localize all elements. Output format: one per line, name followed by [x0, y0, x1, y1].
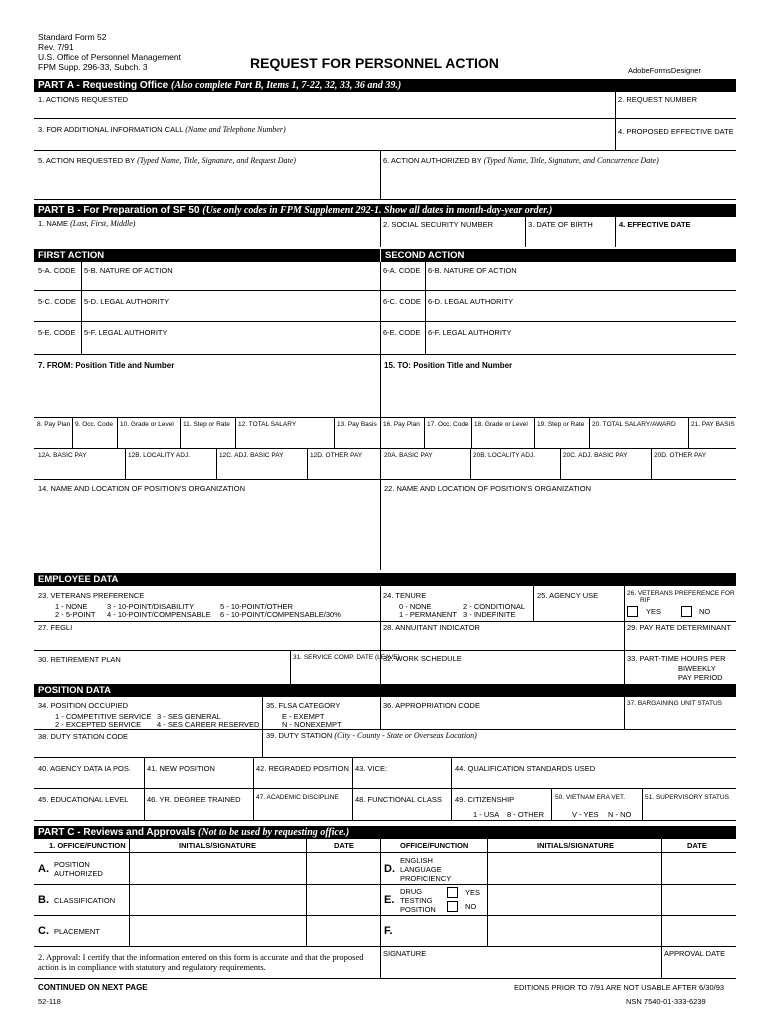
vp-option-6: 6 - 10-POINT/COMPENSABLE/30%: [220, 610, 341, 619]
legal-authority-6d-field[interactable]: 6-D. LEGAL AUTHORITY: [428, 297, 514, 306]
nature-of-action-5b-field[interactable]: 5-B. NATURE OF ACTION: [84, 266, 173, 275]
part-c-initials-header-2: INITIALS/SIGNATURE: [537, 841, 614, 850]
locality-adj-12b-field[interactable]: 12B. LOCALITY ADJ.: [128, 452, 191, 459]
vp-option-2: 2 - 5-POINT: [55, 610, 96, 619]
proposed-effective-date-field[interactable]: 4. PROPOSED EFFECTIVE DATE: [618, 127, 734, 136]
additional-info-label: 3. FOR ADDITIONAL INFORMATION CALL: [38, 125, 184, 134]
actions-requested-field[interactable]: 1. ACTIONS REQUESTED: [38, 95, 129, 104]
action-requested-by-label: 5. ACTION REQUESTED BY: [38, 156, 135, 165]
tenure-option-1: 1 - PERMANENT: [399, 610, 457, 619]
rif-no-checkbox[interactable]: [681, 606, 692, 617]
approval-date-field[interactable]: APPROVAL DATE: [664, 949, 726, 958]
flsa-category-field[interactable]: 35. FLSA CATEGORY: [266, 701, 341, 710]
row-f-letter: F.: [384, 925, 393, 937]
vice-field[interactable]: 43. VICE:: [355, 764, 388, 773]
step-rate-11-field[interactable]: 11. Step or Rate: [183, 421, 230, 428]
from-position-title-field[interactable]: 7. FROM: Position Title and Number: [38, 361, 175, 370]
part-a-label: PART A - Requesting Office: [38, 80, 169, 91]
bargaining-unit-field[interactable]: 37. BARGAINING UNIT STATUS: [627, 700, 722, 707]
action-authorized-by-note: (Typed Name, Title, Signature, and Concurrence Date): [483, 156, 659, 165]
locality-adj-20b-field[interactable]: 20B. LOCALITY ADJ.: [473, 452, 536, 459]
duty-station-note: (City - County - State or Overseas Location): [334, 731, 477, 740]
row-b-label: CLASSIFICATION: [54, 896, 116, 905]
form-number: Standard Form 52: [38, 32, 107, 42]
name-label: 1. NAME: [38, 219, 69, 228]
position-data-header: POSITION DATA: [34, 684, 736, 697]
vp-option-5: 5 - 10-POINT/OTHER: [220, 602, 293, 611]
rif-yes-label: YES: [646, 607, 662, 616]
row-a-letter: A.: [38, 863, 49, 875]
part-c-office-header: 1. OFFICE/FUNCTION: [49, 841, 126, 850]
supervisory-status-field[interactable]: 51. SUPERVISORY STATUS: [645, 794, 729, 801]
code-5a-field[interactable]: 5-A. CODE: [38, 266, 76, 275]
request-number-field[interactable]: 2. REQUEST NUMBER: [618, 95, 698, 104]
flsa-nonexempt: N - NONEXEMPT: [282, 720, 342, 729]
row-d-label-2: LANGUAGE: [400, 865, 442, 874]
to-position-title-field[interactable]: 15. TO: Position Title and Number: [384, 361, 513, 370]
code-6c-field[interactable]: 6-C. CODE: [383, 297, 421, 306]
occ-code-9-field[interactable]: 9. Occ. Code: [75, 421, 113, 428]
form-agency: U.S. Office of Personnel Management: [38, 52, 182, 62]
drug-testing-yes-label: YES: [465, 888, 481, 897]
part-b-label: PART B - For Preparation of SF 50: [38, 205, 200, 216]
part-b-note: (Use only codes in FPM Supplement 292-1. Show all dates in month-day-year order.): [202, 205, 553, 216]
rif-yes-checkbox[interactable]: [627, 606, 638, 617]
part-c-date-header: DATE: [334, 841, 354, 850]
adj-basic-pay-20c-field[interactable]: 20C. ADJ. BASIC PAY: [563, 452, 628, 459]
duty-station-field[interactable]: [266, 731, 477, 740]
org-location-14-field[interactable]: 14. NAME AND LOCATION OF POSITION'S ORGANIZATION: [38, 484, 246, 493]
qualification-standards-field[interactable]: 44. QUALIFICATION STANDARDS USED: [455, 764, 596, 773]
drug-testing-no-checkbox[interactable]: [447, 901, 458, 912]
fegli-field[interactable]: 27. FEGLI: [38, 623, 73, 632]
functional-class-field[interactable]: 48. FUNCTIONAL CLASS: [355, 795, 442, 804]
page-title: REQUEST FOR PERSONNEL ACTION: [250, 55, 499, 71]
part-time-hours-field[interactable]: 33. PART-TIME HOURS PER: [627, 654, 726, 663]
pay-basis-21-field[interactable]: 21. PAY BASIS: [691, 421, 735, 428]
work-schedule-field[interactable]: 32. WORK SCHEDULE: [383, 654, 462, 663]
row-d-label-1: ENGLISH: [400, 856, 433, 865]
academic-discipline-field[interactable]: 47. ACADEMIC DISCIPLINE: [256, 794, 339, 801]
vp-option-4: 4 - 10-POINT/COMPENSABLE: [107, 610, 211, 619]
duty-station-label: 39. DUTY STATION: [266, 731, 333, 740]
adj-basic-pay-12c-field[interactable]: 12C. ADJ. BASIC PAY: [219, 452, 284, 459]
approval-statement: 2. Approval: I certify that the information entered on this form is accurate and that the proposed action is in compliance with statutory and regulatory requirements.: [38, 952, 364, 972]
tenure-field[interactable]: 24. TENURE: [383, 591, 427, 600]
row-b-letter: B.: [38, 894, 49, 906]
action-requested-by-note: (Typed Name, Title, Signature, and Request Date): [137, 156, 296, 165]
agency-data-field[interactable]: 40. AGENCY DATA IA POS.: [38, 764, 131, 773]
name-note: (Last, First, Middle): [70, 219, 136, 228]
first-action-header: FIRST ACTION: [34, 249, 380, 262]
pay-plan-8-field[interactable]: 8. Pay Plan: [37, 421, 71, 428]
po-option-3: 3 - SES GENERAL: [157, 712, 221, 721]
employee-data-header: EMPLOYEE DATA: [34, 573, 736, 586]
appropriation-code-field[interactable]: 36. APPROPRIATION CODE: [383, 701, 480, 710]
action-requested-by-field[interactable]: [38, 156, 296, 165]
legal-authority-6f-field[interactable]: 6-F. LEGAL AUTHORITY: [428, 328, 512, 337]
basic-pay-20a-field[interactable]: 20A. BASIC PAY: [384, 452, 433, 459]
row-a-label-1: POSITION: [54, 860, 90, 869]
part-a-header: [34, 79, 736, 92]
legal-authority-5d-field[interactable]: 5-D. LEGAL AUTHORITY: [84, 297, 170, 306]
po-option-2: 2 - EXCEPTED SERVICE: [55, 720, 142, 729]
row-e-letter: E.: [384, 894, 395, 906]
vet-pref-rif-field: 26. VETERANS PREFERENCE FOR: [627, 590, 735, 597]
vp-option-3: 3 - 10-POINT/DISABILITY: [107, 602, 195, 611]
vp-option-1: 1 - NONE: [55, 602, 88, 611]
additional-info-field[interactable]: [38, 125, 286, 134]
grade-level-10-field[interactable]: 10. Grade or Level: [120, 421, 174, 428]
effective-date-field[interactable]: 4. EFFECTIVE DATE: [619, 220, 691, 229]
agency-use-field[interactable]: 25. AGENCY USE: [537, 591, 599, 600]
date-of-birth-field[interactable]: 3. DATE OF BIRTH: [528, 220, 593, 229]
editions-note: EDITIONS PRIOR TO 7/91 ARE NOT USABLE AFTER 6/30/93: [514, 983, 725, 992]
name-field[interactable]: [38, 219, 135, 228]
signature-field[interactable]: SIGNATURE: [383, 949, 427, 958]
new-position-field[interactable]: 41. NEW POSITION: [147, 764, 215, 773]
additional-info-note: (Name and Telephone Number): [185, 125, 286, 134]
action-authorized-by-label: 6. ACTION AUTHORIZED BY: [383, 156, 482, 165]
grade-level-18-field[interactable]: 18. Grade or Level: [474, 421, 528, 428]
part-b-header: [34, 204, 736, 217]
ssn-field[interactable]: 2. SOCIAL SECURITY NUMBER: [383, 220, 494, 229]
form-supplement: FPM Supp. 296-33, Subch. 3: [38, 62, 148, 72]
second-action-header: SECOND ACTION: [381, 249, 736, 262]
action-authorized-by-field[interactable]: [383, 156, 659, 165]
basic-pay-12a-field[interactable]: 12A. BASIC PAY: [38, 452, 87, 459]
nature-of-action-6b-field[interactable]: 6-B. NATURE OF ACTION: [428, 266, 517, 275]
annuitant-indicator-field[interactable]: 28. ANNUITANT INDICATOR: [383, 623, 480, 632]
vet-pref-rif-label: RIF: [640, 597, 651, 604]
occ-code-17-field[interactable]: 17. Occ. Code: [427, 421, 469, 428]
code-6a-field[interactable]: 6-A. CODE: [383, 266, 421, 275]
nsn-number: NSN 7540-01-333-6239: [626, 997, 706, 1006]
vietnam-no: N - NO: [608, 810, 632, 819]
rif-no-label: NO: [699, 607, 711, 616]
pay-basis-13-field[interactable]: 13. Pay Basis: [337, 421, 377, 428]
service-comp-date-field[interactable]: 31. SERVICE COMP. DATE (LEAVE): [293, 654, 400, 661]
legal-authority-5f-field[interactable]: 5-F. LEGAL AUTHORITY: [84, 328, 168, 337]
form-code: 52-118: [38, 997, 61, 1006]
po-option-1: 1 - COMPETITIVE SERVICE: [55, 712, 152, 721]
tenure-option-0: 0 - NONE: [399, 602, 432, 611]
row-d-label-3: PROFICIENCY: [400, 874, 452, 883]
drug-testing-no-label: NO: [465, 902, 477, 911]
form-revision: Rev. 7/91: [38, 42, 74, 52]
retirement-plan-field[interactable]: 30. RETIREMENT PLAN: [38, 655, 121, 664]
row-c-label: PLACEMENT: [54, 927, 100, 936]
veterans-preference-field[interactable]: 23. VETERANS PREFERENCE: [38, 591, 145, 600]
pay-plan-16-field[interactable]: 16. Pay Plan: [383, 421, 420, 428]
designer-label: AdobeFormsDesigner: [628, 66, 701, 75]
org-location-22-field[interactable]: 22. NAME AND LOCATION OF POSITION'S ORGANIZATION: [384, 484, 592, 493]
part-c-header: [34, 826, 736, 839]
part-c-office-header-2: OFFICE/FUNCTION: [400, 841, 469, 850]
citizenship-other: 8 - OTHER: [507, 810, 545, 819]
part-time-pay-period-label: PAY PERIOD: [678, 673, 723, 682]
total-salary-award-20-field[interactable]: 20. TOTAL SALARY/AWARD: [592, 421, 676, 428]
code-5c-field[interactable]: 5-C. CODE: [38, 297, 76, 306]
drug-testing-yes-checkbox[interactable]: [447, 887, 458, 898]
step-rate-19-field[interactable]: 19. Step or Rate: [537, 421, 585, 428]
row-a-label-2: AUTHORIZED: [54, 869, 103, 878]
duty-station-code-field[interactable]: 38. DUTY STATION CODE: [38, 732, 129, 741]
yr-degree-trained-field[interactable]: 46. YR. DEGREE TRAINED: [147, 795, 241, 804]
position-occupied-field[interactable]: 34. POSITION OCCUPIED: [38, 701, 129, 710]
row-e-label-1: DRUG: [400, 887, 423, 896]
pay-rate-determinant-field[interactable]: 29. PAY RATE DETERMINANT: [627, 623, 732, 632]
tenure-option-2: 2 - CONDITIONAL: [463, 602, 526, 611]
vietnam-yes: V - YES: [572, 810, 599, 819]
row-e-label-2: TESTING: [400, 896, 433, 905]
part-time-biweekly-label: BIWEEKLY: [678, 664, 716, 673]
tenure-option-3: 3 - INDEFINITE: [463, 610, 516, 619]
citizenship-field[interactable]: 49. CITIZENSHIP: [455, 795, 515, 804]
vietnam-era-vet-field[interactable]: 50. VIETNAM ERA VET.: [555, 794, 626, 801]
part-c-date-header-2: DATE: [687, 841, 707, 850]
continued-note: CONTINUED ON NEXT PAGE: [38, 983, 148, 992]
other-pay-12d-field[interactable]: 12D. OTHER PAY: [310, 452, 363, 459]
row-e-label-3: POSITION: [400, 905, 436, 914]
row-d-letter: D.: [384, 863, 395, 875]
part-c-label: PART C - Reviews and Approvals: [38, 827, 196, 838]
po-option-4: 4 - SES CAREER RESERVED: [157, 720, 260, 729]
educational-level-field[interactable]: 45. EDUCATIONAL LEVEL: [38, 795, 129, 804]
regraded-position-field[interactable]: 42. REGRADED POSITION: [256, 764, 349, 773]
citizenship-usa: 1 - USA: [473, 810, 500, 819]
part-c-initials-header: INITIALS/SIGNATURE: [179, 841, 256, 850]
total-salary-12-field[interactable]: 12. TOTAL SALARY: [238, 421, 297, 428]
part-c-note: (Not to be used by requesting office.): [198, 827, 350, 838]
part-a-note: (Also complete Part B, Items 1, 7-22, 32, 33, 36 and 39.): [170, 80, 402, 91]
code-5e-field[interactable]: 5-E. CODE: [38, 328, 76, 337]
code-6e-field[interactable]: 6-E. CODE: [383, 328, 421, 337]
row-c-letter: C.: [38, 925, 49, 937]
other-pay-20d-field[interactable]: 20D. OTHER PAY: [654, 452, 707, 459]
flsa-exempt: E - EXEMPT: [282, 712, 325, 721]
